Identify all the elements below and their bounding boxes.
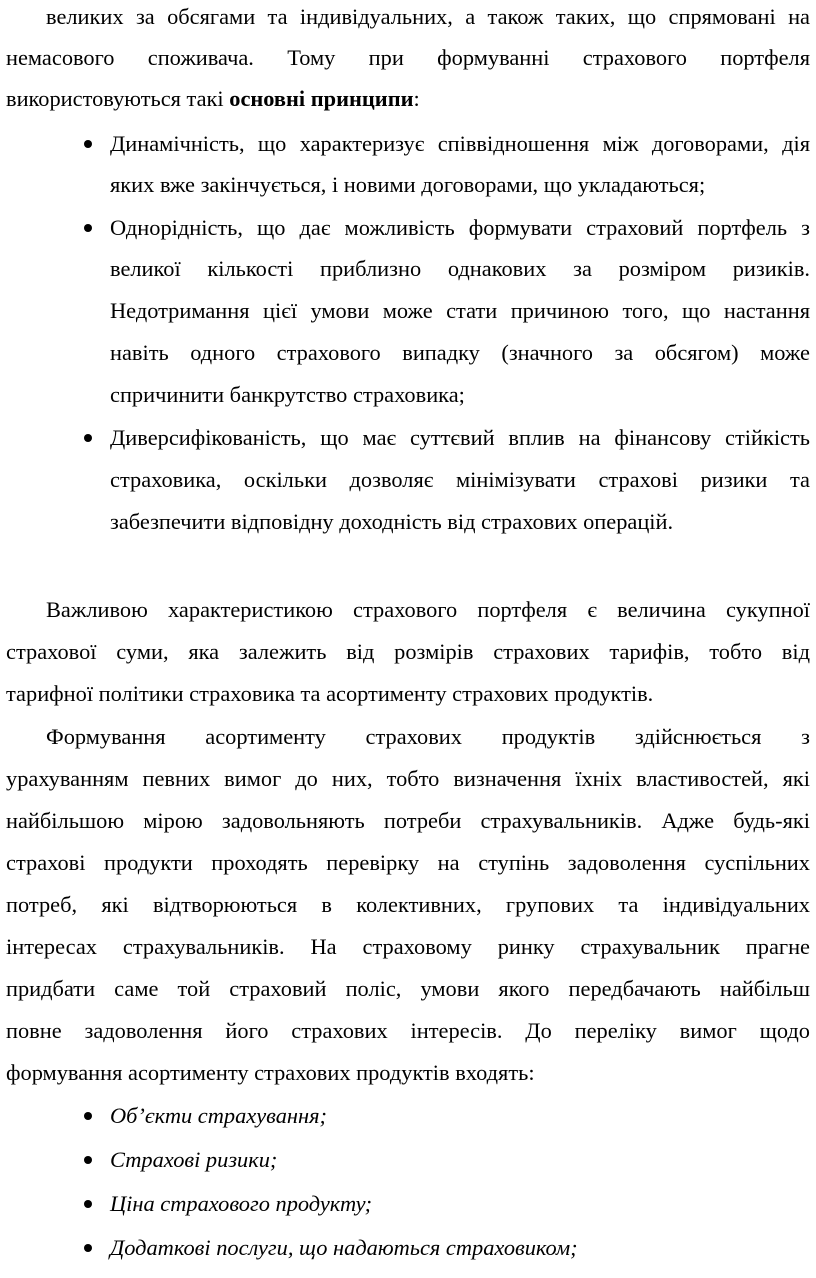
- paragraph-2-line-7: придбати саме той страховий поліс, умови якого передбачають найбільш: [6, 976, 810, 1001]
- principle-3-line-2: страховика, оскільки дозволяє мінімізувати страхові ризики та: [110, 467, 810, 492]
- bullet-icon: [84, 140, 92, 148]
- bullet-icon: [84, 434, 92, 442]
- bullet-icon: [84, 1112, 92, 1120]
- paragraph-2-line-8: повне задоволення його страхових інтересів. До переліку вимог щодо: [6, 1018, 810, 1043]
- bullet-icon: [84, 1200, 92, 1208]
- principle-2-line-2: великої кількості приблизно однакових за розміром ризиків.: [110, 256, 810, 281]
- paragraph-2-line-9: формування асортименту страхових продуктів входять:: [6, 1060, 535, 1085]
- principle-3-line-3: забезпечити відповідну доходність від страхових операцій.: [110, 509, 674, 534]
- bullet-icon: [84, 1156, 92, 1164]
- principle-2-line-1: Однорідність, що дає можливість формувати страховий портфель з: [110, 215, 810, 240]
- principle-2-line-5: спричинити банкрутство страховика;: [110, 382, 465, 407]
- paragraph-2-line-5: потреб, які відтворюються в колективних, групових та індивідуальних: [6, 892, 810, 917]
- paragraph-2-line-6: інтересах страхувальників. На страховому ринку страхувальник прагне: [6, 934, 810, 959]
- intro-line-3-text: використовуються такі: [6, 86, 230, 111]
- paragraph-1-line-3: тарифної політики страховика та асортименту страхових продуктів.: [6, 681, 654, 706]
- intro-line-2: немасового споживача. Тому при формуванні страхового портфеля: [6, 45, 810, 70]
- principle-2-line-3: Недотримання цієї умови може стати причиною того, що настання: [110, 298, 810, 323]
- paragraph-2-line-2: урахуванням певних вимог до них, тобто визначення їхніх властивостей, які: [6, 766, 810, 791]
- paragraph-2-line-1: Формування асортименту страхових продуктів здійснюється з: [46, 724, 810, 749]
- paragraph-1-line-2: страхової суми, яка залежить від розмірів страхових тарифів, тобто від: [6, 639, 810, 664]
- paragraph-1-line-1: Важливою характеристикою страхового портфеля є величина сукупної: [46, 597, 810, 622]
- main-principles-heading: основні принципи: [229, 86, 414, 111]
- requirement-item-4: Додаткові послуги, що надаються страховиком;: [110, 1235, 578, 1260]
- intro-line-3: [6, 84, 810, 114]
- paragraph-2-line-3: найбільшою мірою задовольняють потреби страхувальників. Адже будь-які: [6, 808, 810, 833]
- principle-1-line-1: Динамічність, що характеризує співвідношення між договорами, дія: [110, 131, 810, 156]
- principle-2-line-4: навіть одного страхового випадку (значного за обсягом) може: [110, 340, 810, 365]
- requirement-item-3: Ціна страхового продукту;: [110, 1191, 373, 1216]
- intro-line-1: великих за обсягами та індивідуальних, а також таких, що спрямовані на: [46, 4, 810, 29]
- bullet-icon: [84, 1244, 92, 1252]
- requirement-item-1: Об’єкти страхування;: [110, 1103, 328, 1128]
- principle-1-line-2: яких вже закінчується, і новими договорами, що укладаються;: [110, 172, 706, 197]
- principle-3-line-1: Диверсифікованість, що має суттєвий вплив на фінансову стійкість: [110, 425, 810, 450]
- intro-line-3-colon: :: [413, 86, 420, 111]
- paragraph-2-line-4: страхові продукти проходять перевірку на ступінь задоволення суспільних: [6, 850, 810, 875]
- bullet-icon: [84, 224, 92, 232]
- requirement-item-2: Страхові ризики;: [110, 1147, 278, 1172]
